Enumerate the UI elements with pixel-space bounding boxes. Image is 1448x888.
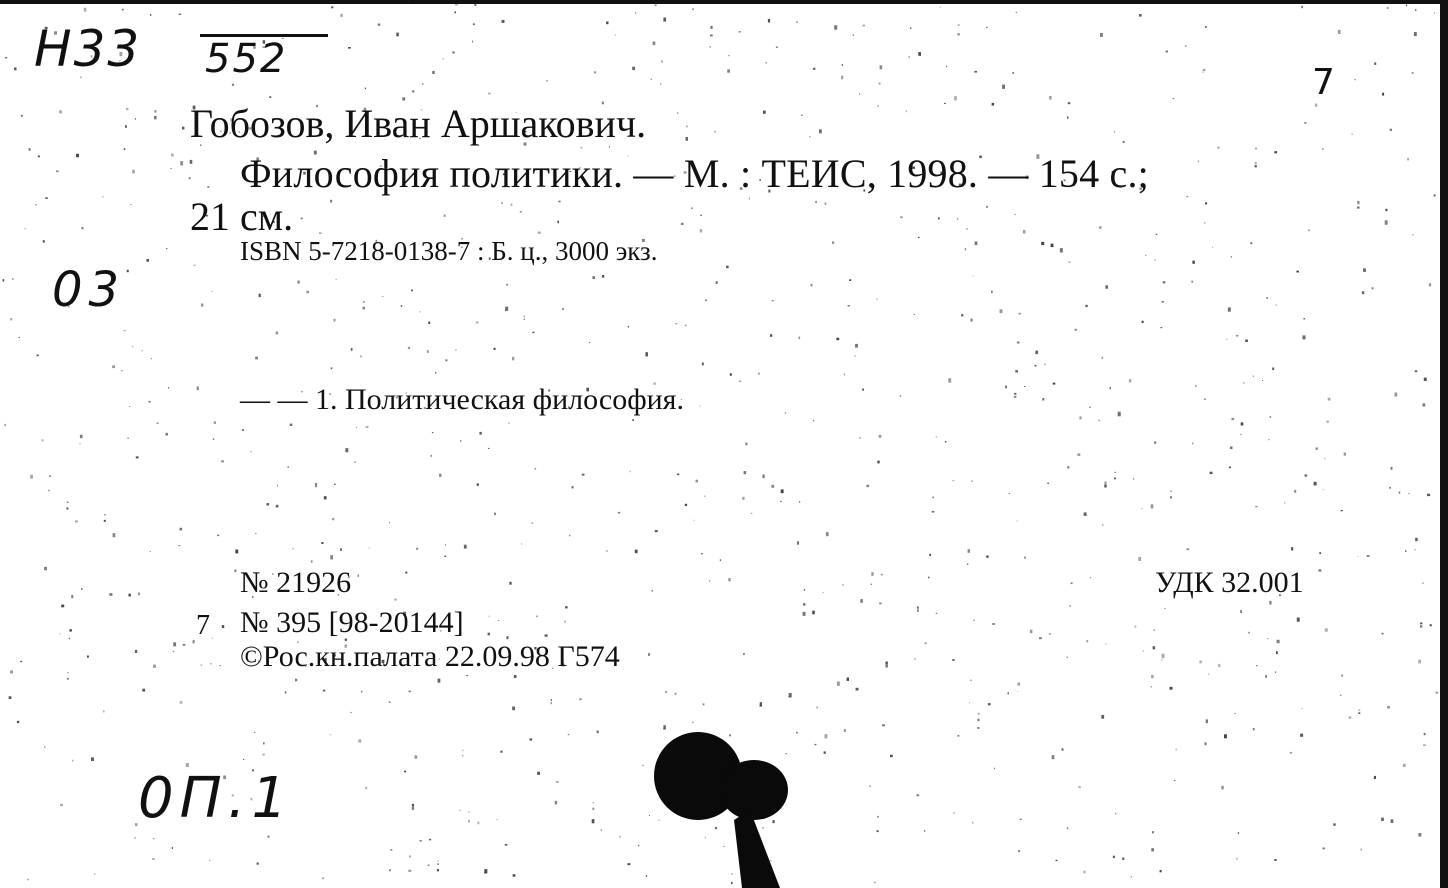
registration-mark: 7 bbox=[196, 610, 210, 641]
book-chamber-line: ©Рос.кн.палата 22.09.98 Г574 bbox=[240, 640, 620, 673]
handwritten-shelf-number: 552 bbox=[205, 36, 288, 82]
author-heading: Гобозов, Иван Аршакович. bbox=[190, 101, 647, 146]
registration-number: № 21926 bbox=[240, 566, 352, 599]
isbn-line: ISBN 5-7218-0138-7 : Б. ц., 3000 экз. bbox=[240, 236, 658, 266]
handwritten-department-code: 03 bbox=[52, 262, 126, 318]
ink-blot bbox=[630, 720, 810, 888]
handwritten-copy-mark: 0П.1 bbox=[138, 766, 294, 831]
udk-classification: УДК 32.001 bbox=[1155, 566, 1304, 599]
subject-heading-line: — — 1. Политическая философия. bbox=[240, 383, 684, 416]
handwritten-shelf-mark: Н33 bbox=[34, 20, 142, 78]
registration-second-line: № 395 [98-20144] bbox=[240, 606, 464, 639]
card-number: 7 bbox=[1312, 62, 1335, 103]
title-imprint-line: Философия политики. — М. : ТЕИС, 1998. — 154 с.; bbox=[240, 151, 1149, 196]
size-line: 21 см. bbox=[190, 194, 294, 239]
